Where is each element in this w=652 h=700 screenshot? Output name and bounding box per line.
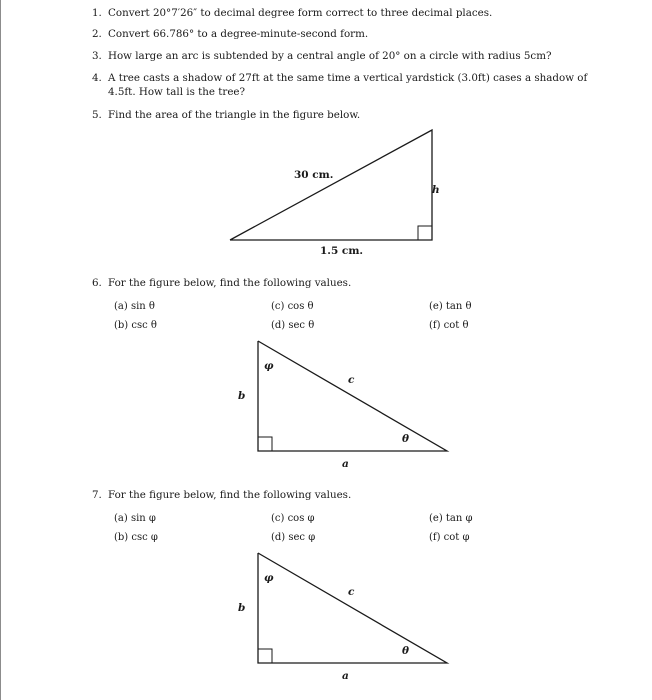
q6-item-c: (c) cos θ [271,301,314,312]
q6-number: 6. [92,277,102,289]
q6-item-a: (a) sin θ [114,301,155,312]
q7-theta-label: θ [402,645,410,657]
q6-c-label: c [348,374,355,386]
q2-text: Convert 66.786° to a degree-minute-second form. [108,28,369,40]
q4-number: 4. [92,72,102,84]
q5-number: 5. [92,109,102,121]
q7-number: 7. [92,489,102,501]
q6-text: For the figure below, find the following values. [108,277,352,289]
q7-a-label: a [342,670,349,682]
q6-theta-label: θ [402,433,410,445]
q7-phi-label: φ [264,572,274,584]
q6-a-label: a [342,458,349,470]
q7-item-a: (a) sin φ [114,513,156,524]
q6-b-label: b [238,390,246,402]
q6-phi-label: φ [264,360,274,372]
q4-text-line2: 4.5ft. How tall is the tree? [108,86,246,98]
q1-text: Convert 20°7′26″ to decimal degree form correct to three decimal places. [108,7,493,19]
q7-text: For the figure below, find the following values. [108,489,352,501]
q5-height-label: h [432,184,440,196]
q6-item-b: (b) csc θ [114,320,157,331]
q2-number: 2. [92,28,102,40]
q4-text-line1: A tree casts a shadow of 27ft at the same time a vertical yardstick (3.0ft) cases a shadow of [108,72,588,84]
q7-right-angle-mark [258,649,272,663]
q7-item-e: (e) tan φ [429,513,473,524]
q7-item-c: (c) cos φ [271,513,315,524]
q7-item-f: (f) cot φ [429,532,470,543]
q3-text: How large an arc is subtended by a central angle of 20° on a circle with radius 5cm? [108,50,552,62]
q5-base-label: 1.5 cm. [320,245,364,257]
q6-item-d: (d) sec θ [271,320,315,331]
q7-triangle [258,553,447,663]
q5-hypotenuse-label: 30 cm. [294,169,334,181]
q6-item-e: (e) tan θ [429,301,472,312]
q7-b-label: b [238,602,246,614]
q7-item-b: (b) csc φ [114,532,158,543]
q3-number: 3. [92,50,102,62]
q7-item-d: (d) sec φ [271,532,316,543]
q5-text: Find the area of the triangle in the figure below. [108,109,361,121]
q6-item-f: (f) cot θ [429,320,469,331]
q7-c-label: c [348,586,355,598]
q1-number: 1. [92,7,102,19]
